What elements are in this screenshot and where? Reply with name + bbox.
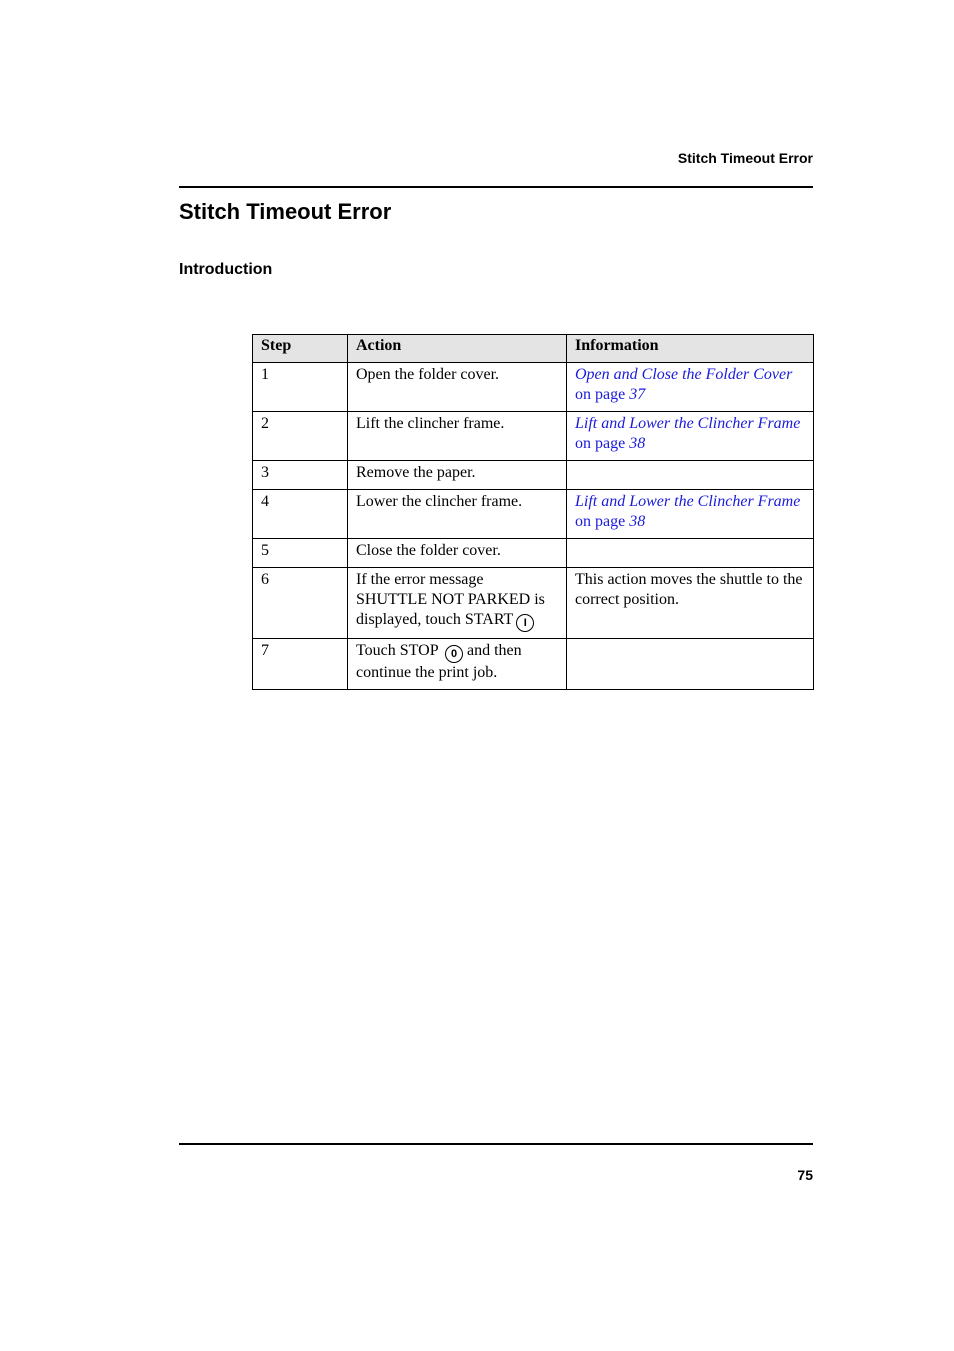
step-action: Open the folder cover. <box>348 363 567 412</box>
link-on-page: on page <box>575 513 626 530</box>
cross-reference-link[interactable] <box>575 366 792 403</box>
link-page-number: 38 <box>629 435 646 452</box>
action-text: If the error message SHUTTLE NOT PARKED is displayed, touch START <box>356 571 545 628</box>
link-page-number: 38 <box>629 513 646 530</box>
table-row <box>253 490 814 539</box>
column-header-step: Step <box>253 335 348 363</box>
step-action: Lower the clincher frame. <box>348 490 567 539</box>
cross-reference-link[interactable] <box>575 415 800 452</box>
step-action: Lift the clincher frame. <box>348 412 567 461</box>
step-number: 2 <box>253 412 348 461</box>
link-title: Lift and Lower the Clincher Frame <box>575 493 801 510</box>
table-row <box>253 461 814 490</box>
step-action <box>348 568 567 639</box>
page-number: 75 <box>797 1167 813 1183</box>
stop-button-icon: 0 <box>445 645 463 663</box>
table-row <box>253 412 814 461</box>
step-action: Remove the paper. <box>348 461 567 490</box>
subsection-title: Introduction <box>179 261 273 278</box>
link-title: Lift and Lower the Clincher Frame <box>575 415 801 432</box>
step-information <box>567 639 814 690</box>
link-on-page: on page <box>575 386 626 403</box>
step-information <box>567 363 814 412</box>
step-action: Close the folder cover. <box>348 539 567 568</box>
link-on-page: on page <box>575 435 626 452</box>
step-information <box>567 539 814 568</box>
table-row <box>253 639 814 690</box>
link-title: Open and Close the Folder Cover <box>575 366 793 383</box>
running-header: Stitch Timeout Error <box>677 150 813 166</box>
step-information <box>567 490 814 539</box>
step-number: 7 <box>253 639 348 690</box>
link-page-number: 37 <box>629 386 646 403</box>
step-number: 6 <box>253 568 348 639</box>
step-number: 1 <box>253 363 348 412</box>
table-row <box>253 568 814 639</box>
table-row <box>253 539 814 568</box>
step-number: 5 <box>253 539 348 568</box>
footer-rule <box>179 1143 813 1145</box>
action-text: Touch STOP <box>356 642 438 659</box>
start-button-icon: I <box>516 614 534 632</box>
step-number: 3 <box>253 461 348 490</box>
column-header-information: Information <box>567 335 814 363</box>
table-header-row <box>253 335 814 363</box>
section-title: Stitch Timeout Error <box>179 199 392 224</box>
step-action <box>348 639 567 690</box>
steps-table <box>252 334 814 690</box>
action-text-continued: and then continue the print job. <box>356 642 522 681</box>
step-information <box>567 412 814 461</box>
cross-reference-link[interactable] <box>575 493 800 530</box>
step-information <box>567 461 814 490</box>
step-number: 4 <box>253 490 348 539</box>
table-row <box>253 363 814 412</box>
header-rule <box>179 186 813 188</box>
step-information: This action moves the shuttle to the correct position. <box>567 568 814 639</box>
column-header-action: Action <box>348 335 567 363</box>
